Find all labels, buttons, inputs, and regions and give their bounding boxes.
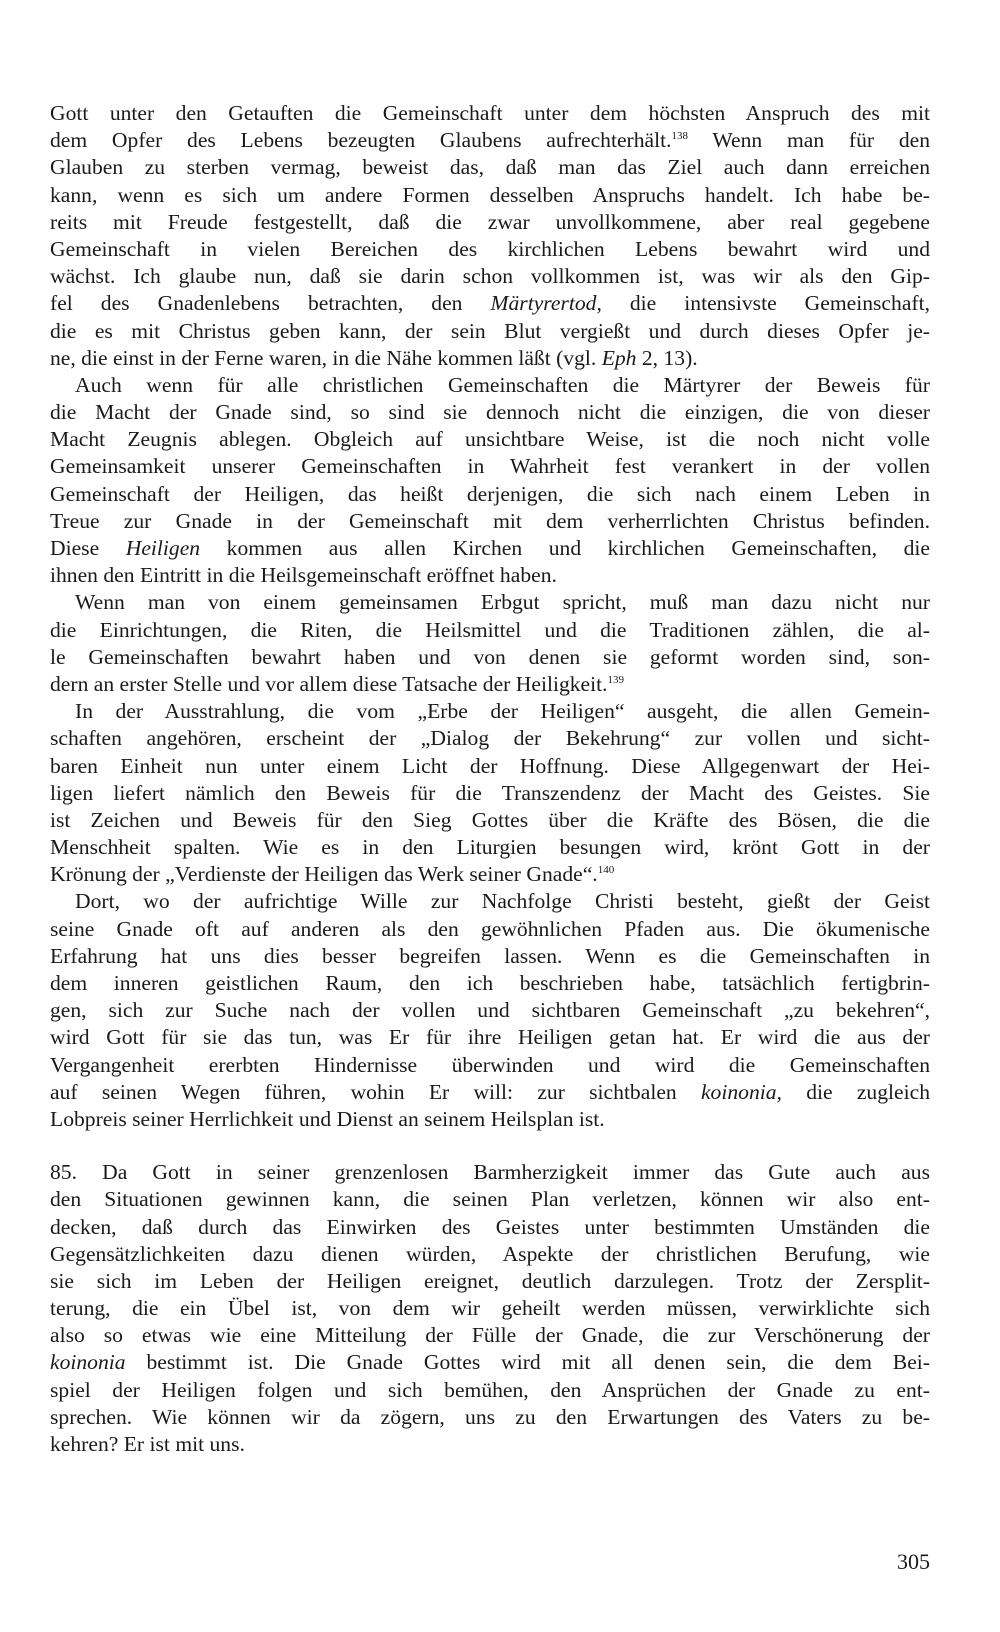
text-run: dem inneren geistlichen Raum, den ich beschrieben habe, tatsächlich fertigbrin- xyxy=(50,971,930,995)
text-line xyxy=(50,1241,930,1268)
text-run: also so etwas wie eine Mitteilung der Fülle der Gnade, die zur Verschönerung der xyxy=(50,1323,930,1348)
text-run: wächst. Ich glaube nun, daß sie darin schon vollkommen ist, was wir als den Gip- xyxy=(50,264,930,289)
text-line xyxy=(50,644,930,671)
section-gap xyxy=(50,1133,930,1159)
text-run: die Macht der Gnade sind, so sind sie dennoch nicht die einzigen, die von dieser xyxy=(50,400,930,425)
paragraph-2 xyxy=(50,372,930,590)
text-line xyxy=(50,807,930,834)
text-run: In der Ausstrahlung, die vom „Erbe der Heiligen“ ausgeht, die allen Gemein- xyxy=(75,699,930,724)
page-number: 305 xyxy=(897,1549,930,1574)
text-line xyxy=(50,1159,930,1186)
text-line xyxy=(50,290,930,317)
text-line xyxy=(50,861,930,888)
text-run: ihnen den Eintritt in die Heilsgemeinschaft eröffnet haben. xyxy=(50,563,557,588)
text-line xyxy=(50,154,930,181)
text-run: le Gemeinschaften bewahrt haben und von denen sie geformt worden sind, son- xyxy=(50,644,930,669)
text-run: sie sich im Leben der Heiligen ereignet, deutlich darzulegen. Trotz der Zersplit- xyxy=(50,1268,930,1293)
text-run: Menschheit spalten. Wie es in den Liturgien besungen wird, krönt Gott in der xyxy=(50,835,930,860)
text-run: Gemeinsamkeit unserer Gemeinschaften in Wahrheit fest verankert in der vollen xyxy=(50,454,930,479)
text-line xyxy=(50,970,930,997)
text-line xyxy=(50,562,930,589)
text-run: seine Gnade oft auf anderen als den gewöhnlichen Pfaden aus. Die ökumenische xyxy=(50,916,930,941)
text-line xyxy=(50,1214,930,1241)
text-line xyxy=(50,263,930,290)
text-run: sprechen. Wie können wir da zögern, uns zu den Erwartungen des Vaters zu be- xyxy=(50,1404,930,1429)
text-run: Treue zur Gnade in der Gemeinschaft mit dem verherrlichten Christus befinden. xyxy=(50,508,930,533)
text-run: die Einrichtungen, die Riten, die Heilsmittel und die Traditionen zählen, die al- xyxy=(50,617,930,642)
text-line xyxy=(50,236,930,263)
paragraph-1 xyxy=(50,100,930,372)
page-body xyxy=(50,100,930,1458)
text-line xyxy=(50,399,930,426)
text-line xyxy=(50,453,930,480)
text-line xyxy=(50,1024,930,1051)
text-line xyxy=(50,182,930,209)
text-run: wird Gott für sie das tun, was Er für ihre Heiligen getan hat. Er wird die aus der xyxy=(50,1025,930,1050)
emphasis-text: Märtyrertod, xyxy=(490,291,602,316)
text-run: Gegensätzlichkeiten dazu dienen würden, Aspekte der christlichen Berufung, wie xyxy=(50,1241,930,1266)
emphasis-text: koinonia xyxy=(50,1350,126,1375)
text-run: Wenn man für den xyxy=(688,128,930,153)
paragraph-85 xyxy=(50,1159,930,1458)
text-run: Lobpreis seiner Herrlichkeit und Dienst an seinem Heilsplan ist. xyxy=(50,1106,605,1131)
text-line xyxy=(50,209,930,236)
text-run: die zugleich xyxy=(781,1079,930,1104)
text-run: dem Opfer des Lebens bezeugten Glaubens aufrechterhält. xyxy=(50,128,672,153)
text-run: ligen liefert nämlich den Beweis für die Transzendenz der Macht des Geistes. Sie xyxy=(50,780,930,805)
text-run: Krönung der „Verdienste der Heiligen das Werk seiner Gnade“. xyxy=(50,862,598,887)
text-line xyxy=(50,725,930,752)
text-run: den Situationen gewinnen kann, die seinen Plan verletzen, können wir also ent- xyxy=(50,1187,930,1212)
text-line xyxy=(50,943,930,970)
text-line xyxy=(50,916,930,943)
text-line xyxy=(50,1295,930,1322)
text-line xyxy=(50,1186,930,1213)
text-line xyxy=(50,1431,930,1458)
text-run: Wenn man von einem gemeinsamen Erbgut spricht, muß man dazu nicht nur xyxy=(75,590,930,615)
text-line xyxy=(50,780,930,807)
text-line xyxy=(50,1404,930,1431)
text-run: die intensivste Gemeinschaft, xyxy=(601,291,930,316)
paragraph-5 xyxy=(50,888,930,1133)
text-line xyxy=(50,127,930,154)
text-line xyxy=(50,345,930,372)
text-run: baren Einheit nun unter einem Licht der Hoffnung. Diese Allgegenwart der Hei- xyxy=(50,753,930,778)
text-run: reits mit Freude festgestellt, daß die zwar unvollkommene, aber real gegebene xyxy=(50,209,930,234)
text-run: kehren? Er ist mit uns. xyxy=(50,1432,245,1456)
text-run: spiel der Heiligen folgen und sich bemühen, den Ansprüchen der Gnade zu ent- xyxy=(50,1377,930,1402)
text-line xyxy=(50,100,930,127)
text-run: gen, sich zur Suche nach der vollen und sichtbaren Gemeinschaft „zu bekehren“, xyxy=(50,998,930,1023)
paragraph-4 xyxy=(50,698,930,888)
text-run: Diese xyxy=(50,536,126,560)
text-run: auf seinen Wegen führen, wohin Er will: zur sichtbalen xyxy=(50,1079,701,1104)
text-run: Auch wenn für alle christlichen Gemeinschaften die Märtyrer der Beweis für xyxy=(75,372,930,397)
text-line xyxy=(50,1079,930,1106)
text-run: Vergangenheit ererbten Hindernisse überwinden und wird die Gemeinschaften xyxy=(50,1052,930,1077)
text-line xyxy=(50,481,930,508)
text-line xyxy=(50,1106,930,1133)
text-line xyxy=(50,997,930,1024)
text-run: Macht Zeugnis ablegen. Obgleich auf unsichtbare Weise, ist die noch nicht volle xyxy=(50,427,930,452)
text-line xyxy=(50,535,930,562)
text-run: kommen aus allen Kirchen und kirchlichen Gemeinschaften, die xyxy=(200,536,930,560)
text-line xyxy=(50,753,930,780)
text-run: Gemeinschaft in vielen Bereichen des kirchlichen Lebens bewahrt wird und xyxy=(50,236,930,261)
emphasis-text: koinonia, xyxy=(700,1079,782,1104)
paragraph-3 xyxy=(50,589,930,698)
text-run: decken, daß durch das Einwirken des Geistes unter bestimmten Umständen die xyxy=(50,1214,930,1239)
text-line xyxy=(50,834,930,861)
text-run: dern an erster Stelle und vor allem diese Tatsache der Heiligkeit. xyxy=(50,671,608,696)
text-line xyxy=(50,698,930,725)
text-line xyxy=(50,589,930,616)
text-line xyxy=(50,617,930,644)
text-line xyxy=(50,1268,930,1295)
text-line xyxy=(50,671,930,698)
footnote-reference: 139 xyxy=(607,673,625,686)
text-run: ist Zeichen und Beweis für den Sieg Gottes über die Kräfte des Bösen, die die xyxy=(50,807,930,832)
text-run: terung, die ein Übel ist, von dem wir geheilt werden müssen, verwirklichte sich xyxy=(50,1296,930,1321)
text-run: 2, 13). xyxy=(636,345,698,370)
text-run: Glauben zu sterben vermag, beweist das, daß man das Ziel auch dann erreichen xyxy=(50,155,930,180)
emphasis-text: Eph xyxy=(601,345,637,370)
emphasis-text: Heiligen xyxy=(125,536,201,560)
text-line xyxy=(50,318,930,345)
text-line xyxy=(50,1322,930,1349)
footnote-reference: 140 xyxy=(597,864,615,877)
text-line xyxy=(50,888,930,915)
text-run: kann, wenn es sich um andere Formen desselben Anspruchs handelt. Ich habe be- xyxy=(50,182,930,207)
text-line xyxy=(50,508,930,535)
text-run: Gemeinschaft der Heiligen, das heißt derjenigen, die sich nach einem Leben in xyxy=(50,481,930,506)
text-run: 85. Da Gott in seiner grenzenlosen Barmherzigkeit immer das Gute auch aus xyxy=(50,1160,930,1185)
text-line xyxy=(50,372,930,399)
text-line xyxy=(50,426,930,453)
text-run: Gott unter den Getauften die Gemeinschaft unter dem höchsten Anspruch des mit xyxy=(50,101,930,125)
footnote-reference: 138 xyxy=(671,130,689,143)
text-run: schaften angehören, erscheint der „Dialog der Bekehrung“ zur vollen und sicht- xyxy=(50,726,930,751)
text-run: die es mit Christus geben kann, der sein Blut vergießt und durch dieses Opfer je- xyxy=(50,318,930,343)
text-run: Dort, wo der aufrichtige Wille zur Nachfolge Christi besteht, gießt der Geist xyxy=(75,889,930,914)
text-line xyxy=(50,1349,930,1376)
text-run: fel des Gnadenlebens betrachten, den xyxy=(50,291,491,316)
text-run: Erfahrung hat uns dies besser begreifen lassen. Wenn es die Gemeinschaften in xyxy=(50,943,930,968)
text-line xyxy=(50,1052,930,1079)
text-line xyxy=(50,1377,930,1404)
text-run: ne, die einst in der Ferne waren, in die Nähe kommen läßt (vgl. xyxy=(50,345,602,370)
text-run: bestimmt ist. Die Gnade Gottes wird mit all denen sein, die dem Bei- xyxy=(125,1350,930,1375)
